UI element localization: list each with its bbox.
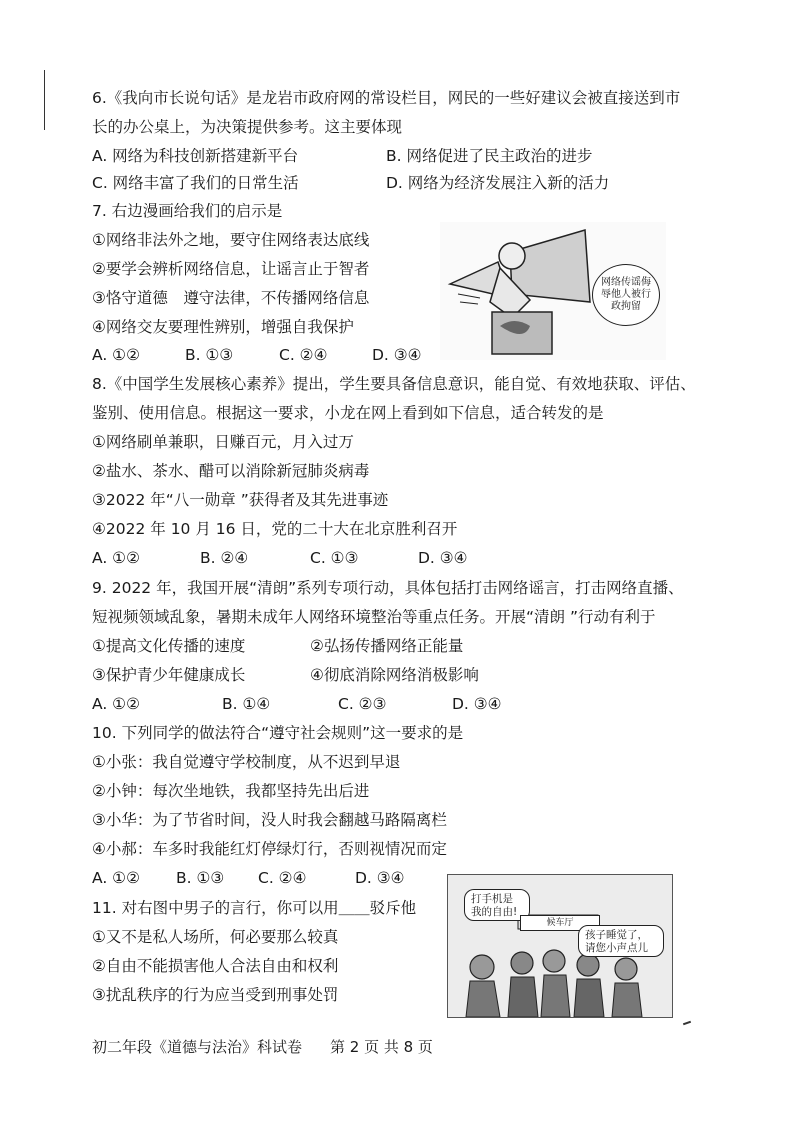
q8-option-d: D. ③④ xyxy=(418,549,468,567)
q9-stem-line2: 短视频领域乱象，暑期未成年人网络环境整治等重点任务。开展“清朗 ”行动有利于 xyxy=(92,608,656,626)
footer-exam-title: 初二年段《道德与法治》科试卷 xyxy=(92,1038,303,1056)
q10-statement-3: ③小华：为了节省时间，没人时我会翻越马路隔离栏 xyxy=(92,811,447,829)
q7-statement-1: ①网络非法外之地，要守住网络表达底线 xyxy=(92,231,370,249)
q9-statement-2: ②弘扬传播网络正能量 xyxy=(310,637,464,655)
q10-statement-2: ②小钟：每次坐地铁，我都坚持先出后进 xyxy=(92,782,370,800)
q8-statement-2: ②盐水、茶水、醋可以消除新冠肺炎病毒 xyxy=(92,462,370,480)
q11-statement-3: ③扰乱秩序的行为应当受到刑事处罚 xyxy=(92,986,339,1004)
q6-option-a: A. 网络为科技创新搭建新平台 xyxy=(92,147,299,165)
q10-option-d: D. ③④ xyxy=(355,869,405,887)
q8-stem-line2: 鉴别、使用信息。根据这一要求，小龙在网上看到如下信息，适合转发的是 xyxy=(92,404,604,422)
margin-mark xyxy=(44,70,45,130)
q7-option-a: A. ①② xyxy=(92,346,140,364)
q7-cartoon-bubble: 网络传谣侮辱他人被行政拘留 xyxy=(592,264,660,326)
q11-sign: 候车厅 xyxy=(520,915,600,931)
q10-option-c: C. ②④ xyxy=(258,869,307,887)
q9-stem-line1: 9. 2022 年，我国开展“清朗”系列专项行动，具体包括打击网络谣言，打击网络直播、 xyxy=(92,579,684,597)
q11-cartoon xyxy=(447,874,673,1018)
q7-statement-3: ③恪守道德 遵守法律，不传播网络信息 xyxy=(92,289,370,307)
q7-statement-4: ④网络交友要理性辨别，增强自我保护 xyxy=(92,318,354,336)
q9-option-a: A. ①② xyxy=(92,695,140,713)
q8-option-a: A. ①② xyxy=(92,549,140,567)
q9-option-c: C. ②③ xyxy=(338,695,387,713)
q6-option-b: B. 网络促进了民主政治的进步 xyxy=(386,147,593,165)
q10-option-b: B. ①③ xyxy=(176,869,225,887)
q11-bubble-woman: 孩子睡觉了，请您小声点儿 xyxy=(578,925,664,957)
q8-stem-line1: 8.《中国学生发展核心素养》提出，学生要具备信息意识，能自觉、有效地获取、评估、 xyxy=(92,375,696,393)
q7-statement-2: ②要学会辨析网络信息，让谣言止于智者 xyxy=(92,260,370,278)
q6-stem-line2: 长的办公桌上，为决策提供参考。这主要体现 xyxy=(92,118,403,136)
q7-stem: 7. 右边漫画给我们的启示是 xyxy=(92,202,283,220)
q11-statement-2: ②自由不能损害他人合法自由和权利 xyxy=(92,957,339,975)
q7-option-b: B. ①③ xyxy=(185,346,234,364)
q7-cartoon xyxy=(440,222,666,360)
scan-mark xyxy=(683,1021,691,1026)
q9-statement-3: ③保护青少年健康成长 xyxy=(92,666,246,684)
q9-option-b: B. ①④ xyxy=(222,695,271,713)
q9-option-d: D. ③④ xyxy=(452,695,502,713)
q8-statement-4: ④2022 年 10 月 16 日，党的二十大在北京胜利召开 xyxy=(92,520,458,538)
q11-stem: 11. 对右图中男子的言行，你可以用＿＿驳斥他 xyxy=(92,899,417,917)
footer-page-number: 第 2 页 共 8 页 xyxy=(330,1038,433,1056)
q6-stem-line1: 6.《我向市长说句话》是龙岩市政府网的常设栏目，网民的一些好建议会被直接送到市 xyxy=(92,89,681,107)
q8-option-b: B. ②④ xyxy=(200,549,249,567)
q6-option-c: C. 网络丰富了我们的日常生活 xyxy=(92,174,299,192)
q10-statement-1: ①小张：我自觉遵守学校制度，从不迟到早退 xyxy=(92,753,401,771)
q11-statement-1: ①又不是私人场所，何必要那么较真 xyxy=(92,928,339,946)
q8-statement-1: ①网络刷单兼职，日赚百元，月入过万 xyxy=(92,433,354,451)
q8-statement-3: ③2022 年“八一勋章 ”获得者及其先进事迹 xyxy=(92,491,389,509)
q8-option-c: C. ①③ xyxy=(310,549,359,567)
q10-option-a: A. ①② xyxy=(92,869,140,887)
q10-stem: 10. 下列同学的做法符合“遵守社会规则”这一要求的是 xyxy=(92,724,464,742)
q7-option-c: C. ②④ xyxy=(279,346,328,364)
q7-option-d: D. ③④ xyxy=(372,346,422,364)
q10-statement-4: ④小郝：车多时我能红灯停绿灯行，否则视情况而定 xyxy=(92,840,447,858)
q9-statement-4: ④彻底消除网络消极影响 xyxy=(310,666,479,684)
q6-option-d: D. 网络为经济发展注入新的活力 xyxy=(386,174,610,192)
q11-bubble-man: 打手机是我的自由! xyxy=(464,889,530,921)
q9-statement-1: ①提高文化传播的速度 xyxy=(92,637,246,655)
